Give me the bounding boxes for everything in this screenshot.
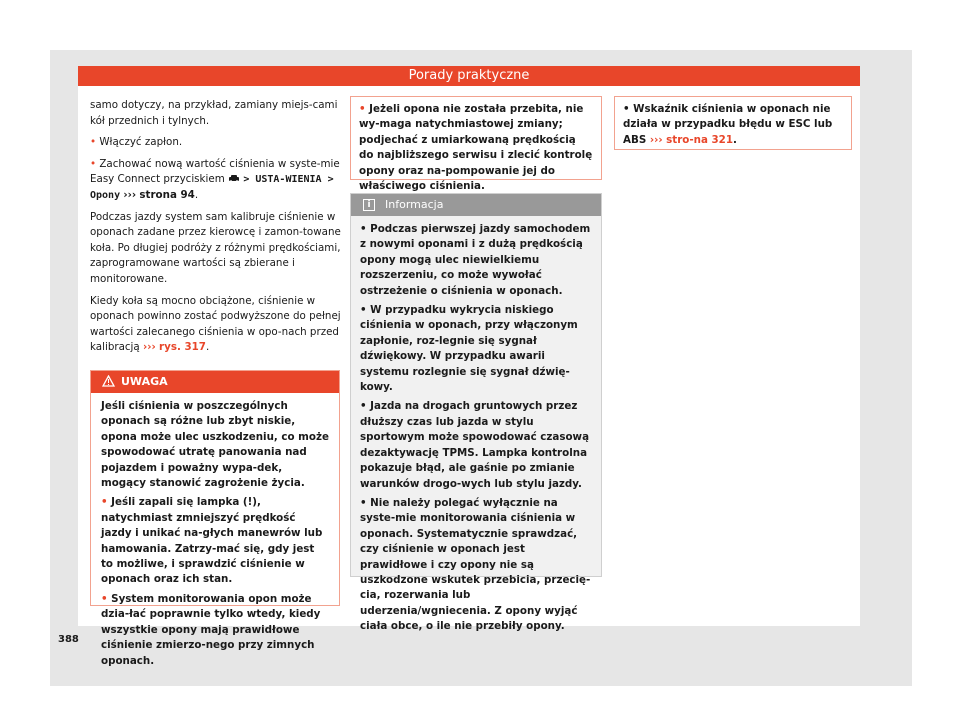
bullet-icon: • bbox=[101, 592, 112, 605]
list-item: • System monitorowania opon może dzia-łać poprawnie tylko wtedy, kiedy wszystkie opony mają prawidłowe ciśnienie zmierzo-nego przy zimnych oponach. bbox=[101, 592, 321, 667]
info-body bbox=[351, 216, 601, 635]
bullet-icon: • bbox=[90, 157, 100, 170]
page-number: 388 bbox=[58, 634, 79, 645]
list-item: • Zachować nową wartość ciśnienia w syste-mie Easy Connect przyciskiem > USTA-WIENIA > Opony ››› strona 94. bbox=[90, 157, 340, 201]
bullet-box: • Jeżeli opona nie została przebita, nie wy-maga natychmiastowej zmiany; podjechać z umiarkowaną prędkością do najbliższego serwisu i zlecić kontrolę opony oraz na-pompowanie jej do właściwego ciśnienia. bbox=[350, 96, 602, 180]
list-item: • Nie należy polegać wyłącznie na syste-mie monitorowania ciśnienia w oponach. Systematycznie sprawdzać, czy ciśnienie w oponach jest prawidłowe i czy opony nie są uszkodzone wskutek przebicia, przecię-cia, rozerwania lub uderzenia/wgniecenia. Z opony wyjąć ciała obce, o ile nie przebiły opony. bbox=[360, 496, 591, 633]
page-reference[interactable]: strona 94 bbox=[139, 188, 195, 201]
page-header: Porady praktyczne bbox=[78, 66, 860, 86]
warning-header: UWAGA bbox=[91, 371, 339, 393]
list-item: • Podczas pierwszej jazdy samochodem z nowymi oponami i z dużą prędkością opony mogą ulec niewielkiemu rozszerzeniu, co może wywołać ostrzeżenie o ciśnienia w oponach. bbox=[360, 223, 591, 297]
bullet-icon: • bbox=[90, 136, 100, 149]
list-item: • Jeśli zapali się lampka (!), natychmiast zmniejszyć prędkość jazdy i unikać na-głych manewrów lub hamowania. Zatrzy-mać się, gdy jest to możliwe, i sprawdzić ciśnienie w oponach oraz ich stan. bbox=[101, 496, 323, 586]
figure-reference[interactable]: rys. 317 bbox=[159, 341, 206, 354]
tire-pressure-warning-icon: (!) bbox=[242, 496, 257, 509]
info-box bbox=[350, 193, 602, 633]
column-1 bbox=[90, 98, 342, 362]
warning-body bbox=[91, 393, 339, 669]
paragraph: Kiedy koła są mocno obciążone, ciśnienie w oponach powinno zostać podwyższone do pełnej wartości zalecanego ciśnienia w opo-nach przed kalibracją ››› rys. 317. bbox=[90, 294, 341, 354]
column-3-box: • Wskaźnik ciśnienia w oponach nie działa w przypadku błędu w ESC lub ABS ››› stro-na 321. bbox=[614, 96, 852, 150]
warning-paragraph: Jeśli ciśnienia w poszczególnych oponach są różne lub zbyt niskie, opona może ulec uszkodzeniu, co może spowodować utratę panowania nad pojazdem i poważny wypa-dek, mogący stanowić zagrożenie życia. bbox=[101, 400, 329, 490]
list-item: • W przypadku wykrycia niskiego ciśnienia w oponach, przy włączonym zapłonie, roz-legnie się sygnał dźwiękowy. W przypadku awarii systemu rozlegnie się sygnał dźwię-kowy. bbox=[360, 304, 578, 394]
info-header: i Informacja bbox=[351, 194, 601, 216]
page-reference[interactable]: stro-na 321 bbox=[666, 133, 733, 146]
info-icon: i bbox=[363, 199, 375, 211]
bullet-icon: • bbox=[359, 103, 370, 115]
menu-path: > USTA-WIENIA > Opony bbox=[90, 174, 334, 201]
bullet-icon: • bbox=[101, 496, 112, 509]
list-item: • Włączyć zapłon. bbox=[90, 136, 183, 149]
paragraph: Podczas jazdy system sam kalibruje ciśnienie w oponach zadane przez kierowcę i zamon-towane koła. Po długiej podróży z różnymi prędkościami, zaprogramowane wartości są zbierane i monitorowane. bbox=[90, 210, 341, 285]
list-item: • Jazda na drogach gruntowych przez dłuższy czas lub jazda w stylu sportowym może spowodować czasową dezaktywację TPMS. Lampka kontrolna pokazuje błąd, ale gaśnie po zmianie warunków drogo-wych lub stylu jazdy. bbox=[360, 400, 590, 490]
intro-text: samo dotyczy, na przykład, zamiany miejs-cami kół przednich i tylnych. bbox=[90, 99, 338, 127]
warning-triangle-icon bbox=[102, 375, 115, 387]
warning-box bbox=[90, 370, 340, 667]
car-icon bbox=[228, 174, 240, 183]
